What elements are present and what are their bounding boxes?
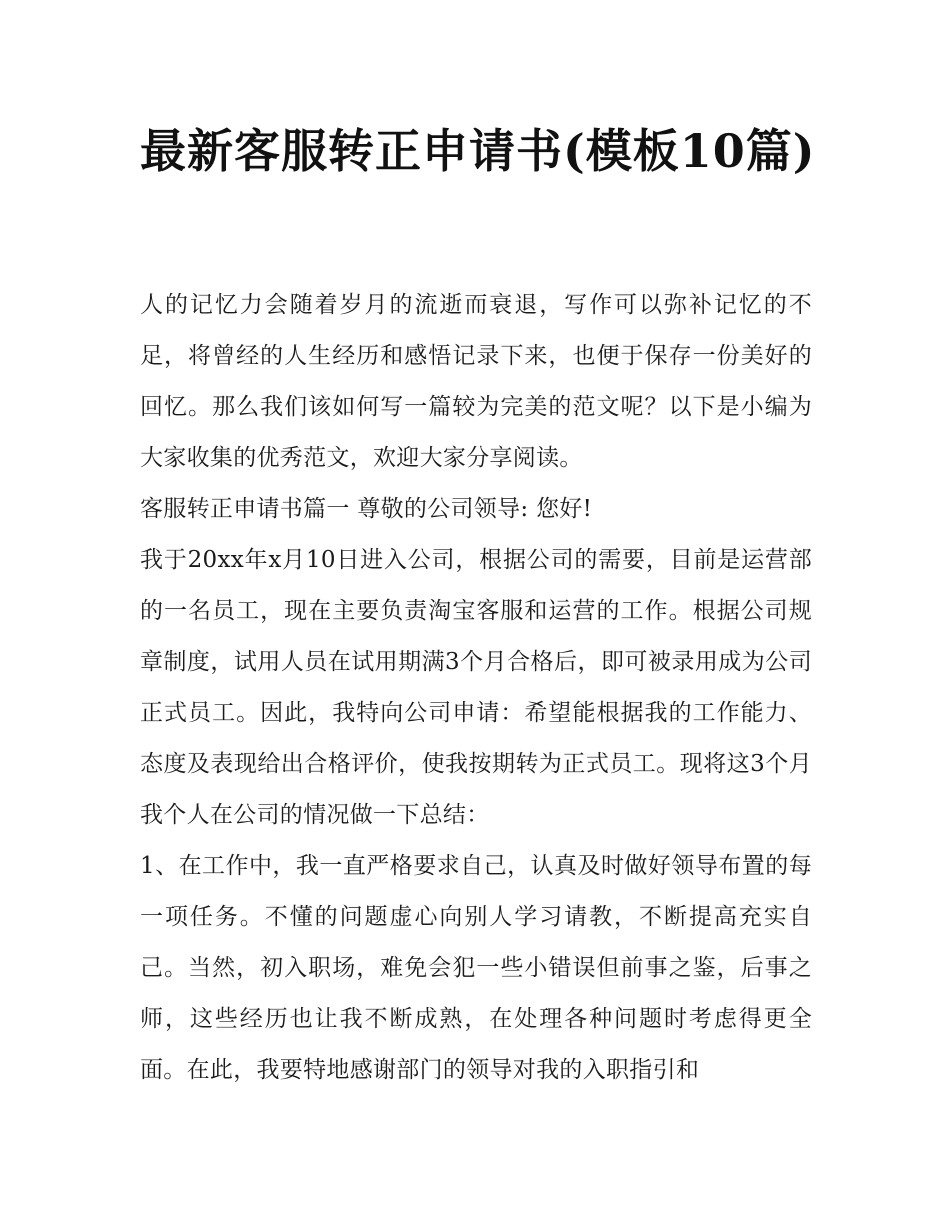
document-title: 最新客服转正申请书(模板10篇) [140, 124, 816, 178]
document-body [140, 280, 812, 1096]
paragraph-intro: 人的记忆力会随着岁月的流逝而衰退，写作可以弥补记忆的不足，将曾经的人生经历和感悟记录下来，也便于保存一份美好的回忆。那么我们该如何写一篇较为完美的范文呢？以下是小编为大家收集的优秀范文，欢迎大家分享阅读。 [140, 292, 812, 471]
paragraph-salutation: 客服转正申请书篇一 尊敬的公司领导: 您好! [140, 496, 593, 522]
paragraph-application: 我于20xx年x月10日进入公司，根据公司的需要，目前是运营部的一名员工，现在主要负责淘宝客服和运营的工作。根据公司规章制度，试用人员在试用期满3个月合格后，即可被录用成为公司正式员工。因此，我特向公司申请：希望能根据我的工作能力、态度及表现给出合格评价，使我按期转为正式员工。现将这3个月我个人在公司的情况做一下总结： [140, 547, 812, 828]
paragraph-point-1: 1、在工作中，我一直严格要求自己，认真及时做好领导布置的每一项任务。不懂的问题虚心向别人学习请教，不断提高充实自己。当然，初入职场，难免会犯一些小错误但前事之鉴，后事之师，这些经历也让我不断成熟，在处理各种问题时考虑得更全面。在此，我要特地感谢部门的领导对我的入职指引和 [140, 853, 812, 1083]
